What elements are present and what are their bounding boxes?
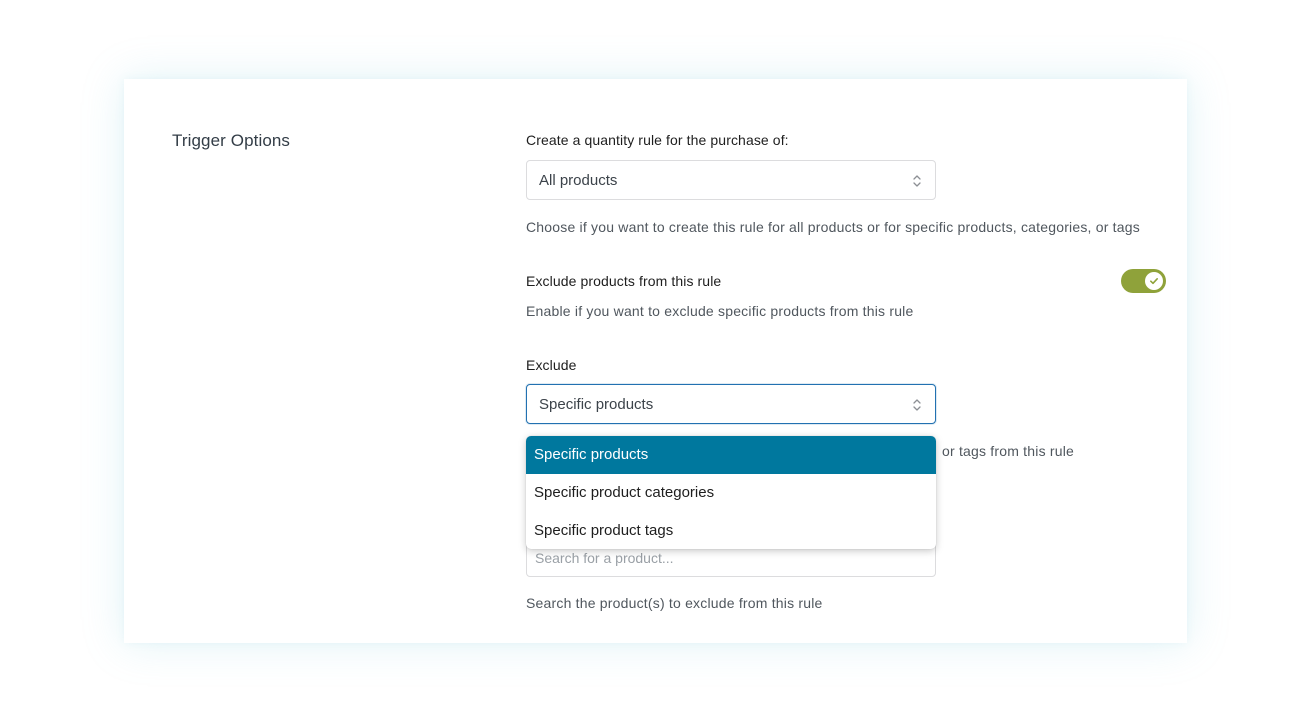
exclude-toggle-help: Enable if you want to exclude specific products from this rule: [526, 303, 914, 319]
purchase-rule-label: Create a quantity rule for the purchase of:: [526, 132, 789, 148]
chevron-up-down-icon: [911, 173, 923, 189]
section-title: Trigger Options: [172, 131, 291, 150]
exclude-toggle-label: Exclude products from this rule: [526, 273, 722, 289]
product-search-help: Search the product(s) to exclude from this rule: [526, 595, 823, 611]
exclude-label: Exclude: [526, 357, 577, 373]
purchase-rule-selected-value: All products: [539, 172, 618, 189]
exclude-selected-value: Specific products: [539, 396, 654, 413]
check-icon: [1149, 276, 1159, 286]
trigger-options-card: [124, 79, 1187, 643]
chevron-up-down-icon: [911, 397, 923, 413]
exclude-select[interactable]: [526, 384, 936, 424]
dropdown-option-specific-product-tags[interactable]: Specific product tags: [534, 522, 674, 539]
dropdown-option-specific-products[interactable]: Specific products: [526, 436, 936, 474]
toggle-knob: [1145, 272, 1163, 290]
exclude-help-partial: or tags from this rule: [942, 443, 1074, 459]
purchase-rule-help: Choose if you want to create this rule for all products or for specific products, categories, or tags: [526, 219, 1140, 235]
exclude-products-toggle[interactable]: [1121, 269, 1166, 293]
purchase-rule-select[interactable]: [526, 160, 936, 200]
dropdown-option-specific-product-categories[interactable]: Specific product categories: [534, 484, 715, 501]
exclude-dropdown-menu: [526, 436, 936, 549]
